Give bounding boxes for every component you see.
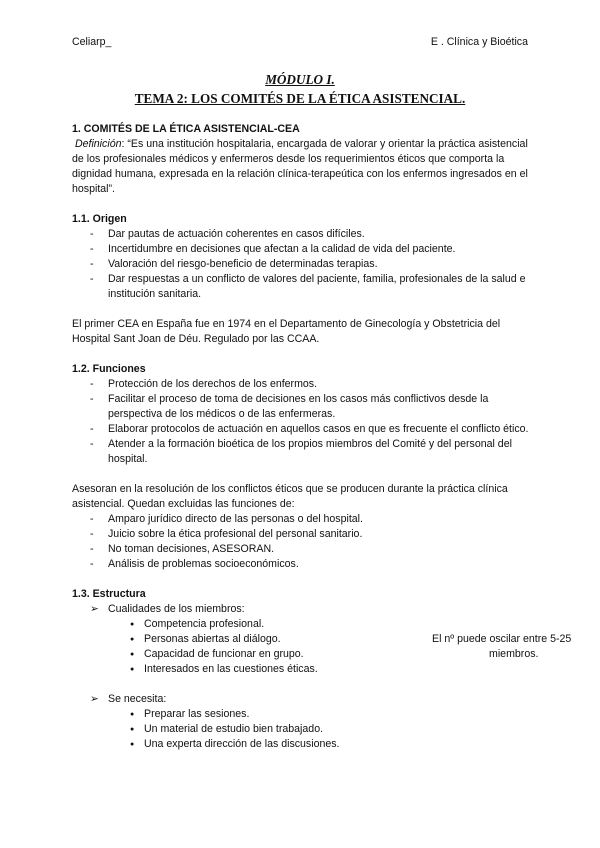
list-item: - Valoración del riesgo-beneficio de determinadas terapias. xyxy=(72,257,532,272)
needs-list xyxy=(72,707,532,752)
excluded-list xyxy=(72,512,532,572)
group-title: Se necesita: xyxy=(108,693,167,705)
arrow-bullet-icon: ➢ xyxy=(90,603,99,615)
arrow-bullet-icon: ➢ xyxy=(90,693,99,705)
list-item: - Elaborar protocolos de actuación en aquellos casos en que es frecuente el conflicto ético. xyxy=(72,422,532,437)
section-heading-cea: 1. COMITÉS DE LA ÉTICA ASISTENCIAL-CEA xyxy=(72,123,300,135)
side-note-line: miembros. xyxy=(489,648,539,660)
list-item: ● Preparar las sesiones. xyxy=(72,707,532,722)
header-left: Celiarp_ xyxy=(72,36,112,48)
funciones-list xyxy=(72,377,532,467)
list-item: ● Interesados en las cuestiones éticas. xyxy=(72,662,532,677)
origen-list xyxy=(72,227,532,302)
list-item: - Análisis de problemas socioeconómicos. xyxy=(72,557,532,572)
header-right: E . Clínica y Bioética xyxy=(430,36,528,48)
list-item: ● Un material de estudio bien trabajado. xyxy=(72,722,532,737)
list-item: - Facilitar el proceso de toma de decisiones en los casos más conflictivos desde la perspectiva de los médicos o de las enfermeras. xyxy=(72,392,532,422)
definition-paragraph xyxy=(72,137,532,197)
document-body xyxy=(72,122,572,752)
members-count-note xyxy=(432,632,572,662)
list-item: - Incertidumbre en decisiones que afectan a la calidad de vida del paciente. xyxy=(72,242,532,257)
topic-title: TEMA 2: LOS COMITÉS DE LA ÉTICA ASISTENCIAL. xyxy=(134,91,466,106)
list-item: - No toman decisiones, ASESORAN. xyxy=(72,542,532,557)
section-heading-estructura: 1.3. Estructura xyxy=(72,588,146,600)
list-item: - Dar pautas de actuación coherentes en casos difíciles. xyxy=(72,227,532,242)
module-title: MÓDULO I. xyxy=(265,72,335,87)
list-item: - Dar respuestas a un conflicto de valores del paciente, familia, profesionales de la salud e institución sanitaria. xyxy=(72,272,532,302)
definition-label: Definición xyxy=(74,138,122,150)
section-heading-origen: 1.1. Origen xyxy=(72,213,127,225)
list-item: - Juicio sobre la ética profesional del personal sanitario. xyxy=(72,527,532,542)
list-item: - Atender a la formación bioética de los propios miembros del Comité y del personal del hospital. xyxy=(72,437,532,467)
list-item: ● Una experta dirección de las discusiones. xyxy=(72,737,532,752)
group-title: Cualidades de los miembros: xyxy=(108,603,245,615)
section-heading-funciones: 1.2. Funciones xyxy=(72,363,146,375)
definition-text: : “Es una institución hospitalaria, encargada de valorar y orientar la práctica asistencial de los profesionales médicos y enfermeros desde los requerimientos éticos que comporta la dignidad humana, expresada en la relación clínica-terapeútica con los enfermos ingresados en el hospital”. xyxy=(72,138,528,195)
origen-note: El primer CEA en España fue en 1974 en el Departamento de Ginecología y Obstetricia del Hospital Sant Joan de Déu. Regulado por las CCAA. xyxy=(72,318,501,345)
estructura-group-members xyxy=(72,602,532,617)
side-note-line: El nº puede oscilar entre 5-25 xyxy=(432,633,572,645)
list-item: - Amparo jurídico directo de las personas o del hospital. xyxy=(72,512,532,527)
funciones-intro: Asesoran en la resolución de los conflictos éticos que se producen durante la práctica clínica asistencial. Quedan excluidas las funciones de: xyxy=(72,483,508,510)
list-item: ● Personas abiertas al diálogo. xyxy=(72,632,532,647)
list-item: ● Competencia profesional. xyxy=(72,617,532,632)
list-item: ● Capacidad de funcionar en grupo. xyxy=(72,647,532,662)
list-item: - Protección de los derechos de los enfermos. xyxy=(72,377,532,392)
estructura-group-needs xyxy=(72,692,532,707)
